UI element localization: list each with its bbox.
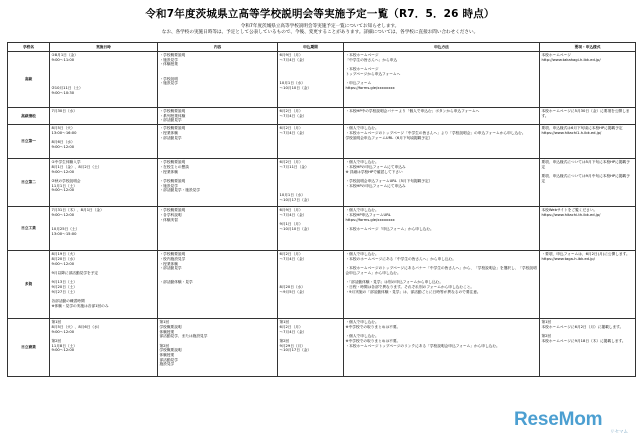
method-cell: ・本校ホームページ 「中学生の皆さんへ」から申込 ・本校ホームページ トップページから申込フォームへ ・申込フォーム https://forms.gle/xxxxxxxx [345,53,401,90]
watermark-brand: ReseMom [514,409,603,430]
forms-cell: 本校ホームページ http://www.takahagi-h.ibk.ed.jp/ [541,53,601,62]
forms-cell: ・要項、申込フォームは、6月2日(月)に公開します。 https://www.taga-h.ibk.ed.jp/ [541,252,630,261]
watermark-sub: リセマム [610,430,628,435]
content-cell: ・学校概要説明 ・系列授業体験 ・部活動見学 [159,109,186,123]
table-row [8,159,636,207]
header-period: 申込期間 [278,43,344,52]
period-cell: 6月9日（月） ～7月4日（金） 10月1日（水） ～10月10日（金） [279,53,312,90]
period-cell: 6月9日（月） ～7月4日（金） 9月1日（月） ～10月10日（金） [279,208,312,231]
method-cell: ・本校HP中の学校説明会バナーより「個人で申込む」ボタンから申込フォームへ [345,109,480,113]
dates-cell: ①中学生体験入学 8月1日（金）、8月2日（土） 9:00～12:00 ②秋の学校説明会 11月1日（土） 9:00～12:00 [51,160,102,193]
school-name: 高萩 [8,52,50,108]
dates-cell: ①8月1日（金） 9:00～11:00 ②10月11日（土） 9:00～10:30 [51,53,83,95]
table-row [8,108,636,125]
period-cell: 6月2日（月） ～7月4日（金） [279,126,307,135]
content-cell: ・学校概要説明 ・校内施設見学 ・授業体験 ・部活動見学 ・部活動体験・見学 [159,252,193,285]
dates-cell: 8月19日（火） 8月20日（水） 9:00～12:00 9月以降に部活動見学を予定 9月13日（土） 9月20日（土） 9月27日（土） 各部活動の練習時間 ※体験・見学の実施は各部1回のみ [51,252,109,308]
school-name: 日立工業 [8,207,50,251]
content-cell: ・学校概要説明 ・在校生との懇談 ・授業体験 ・学校概要説明 ・施設見学 ・部活動見学・施設見学 [159,160,201,193]
resemom-watermark [510,406,628,434]
header-content: 内容 [158,43,278,52]
period-cell: 6月2日（月） ～7月4日（金） [279,109,307,118]
school-name: 多賀 [8,251,50,319]
document-title: 令和7年度茨城県立高等学校説明会等実施予定一覧（R7．5．26 時点） [145,8,495,20]
dates-cell: 7月31日（木）、8月1日（金） 9:00～12:00 10月25日（土） 13:00～15:00 [51,208,104,236]
forms-cell: 第1回 本校ホームページに6月2日（月）に掲載します。 第2回 本校ホームページに9月18日（木）に掲載します。 [541,320,626,343]
school-name: 日立第一 [8,125,50,159]
period-cell: 第1回 6月2日（月） ～7月4日（金） 第2回 9月29日（月） ～10月17日（金） [279,320,312,353]
table-row [8,251,636,319]
method-cell: ・個人で申し込む。 ・本校のホームページにある「中学生の皆さんへ」から申し込む。 ・本校ホームページのトップページにあるバナー「中学生の皆さんへ」から、「学校説明会」を選択し、「学校説明会申込フォーム」から申し込む。 ・「部活動体験・見学」は別の申込フォームから申し込む。 ・日程・時間は各部で異なります。それぞれ別のフォームから申し込むこと。 ・9月実施の「部活動体験・見学」は、部活動ごとに日時等が異なるので要注意。 [345,252,537,294]
header-method: 申込方法 [344,43,540,52]
header-forms: 要項・申込様式 [540,43,636,52]
content-cell: 第1回 学校概要説明 体験授業 部活動見学、または施設見学 第2回 学校概要説明 体験授業 部活動見学 施設見学 [159,320,208,367]
forms-cell: 本校Webサイトをご覧ください。 https://www.hitachi-th.ibk.ed.jp/ [541,208,601,217]
content-cell: ・学校概要説明 ・施設見学 ・体験授業 ・学校説明 ・施設見学 [159,53,186,86]
header-row [8,43,636,52]
dates-cell: 7月30日（水） [51,109,77,113]
method-cell: ・個人で申し込む。 ・本校ホームページのトップページ「中学生の皆さんへ」より「学校説明会」の申込フォームから申し込む。 学校説明会申込フォームURL（6月下旬頃掲載予定） [345,126,526,140]
content-cell: ・学校概要説明 ・授業体験 ・部活動見学 [159,126,186,140]
method-cell: ・個人で申し込む。 ※中学校での取りまとめは不要。 ・個人で申し込む。 ※中学校での取りまとめは不要。 ・本校ホームページトップページのリンクにある「学校説明会申込フォーム」から申し込む。 [345,320,500,348]
dates-cell: 8月5日（火） 13:00～16:00 8月6日（水） 9:00～12:00 [51,126,77,149]
intro-line-2: なお、各学校の実施日時等は、予定として公表しているもので、今後、変更することがあります。詳細については、各学校に直接お問い合わせください。 [161,30,479,36]
document-intro [0,24,640,36]
schedule-table [7,42,636,377]
school-name: 日立第二 [8,159,50,207]
school-name: 高萩清松 [8,108,50,125]
period-cell: 6月2日（月） ～7月4日（金） 8月20日（水） ～9月5日（金） [279,252,307,294]
table-row [8,319,636,377]
forms-cell: 要項、申込様式は6月下旬頃に本校HPに掲載予定 https://www.hitachi1-h.ibk.ed.jp/ [541,126,623,135]
forms-cell: 本校ホームページに5月30日（金）に要項を公開します。 [541,109,630,118]
table-row [8,52,636,108]
period-cell: 6月2日（月） ～7月11日（金） 10月1日（水） ～10月17日（金） [279,160,312,202]
method-cell: ・個人で申し込む。 ・本校HPの申込フォームにて申込み ※ 詳細は学校HPで確認して下さい ・学校説明会申込フォームURL（5月下旬掲載予定） ・本校HPの申込フォームにて申込み [345,160,433,188]
content-cell: ・学校概要説明 ・各学科説明 ・体験実習 [159,208,186,222]
method-cell: ・個人で申し込む。 ・本校HP申込フォームURL https://forms.gle/xxxxxxxx ・本校ホームページ「申込フォーム」から申し込む。 [345,208,434,231]
school-name: 日立商業 [8,319,50,377]
table-row [8,125,636,159]
header-dates: 実施日時 [50,43,158,52]
intro-line-1: 令和7年度茨城県立高等学校説明会等実施予定一覧についてお知らせします。 [240,24,400,29]
dates-cell: 第1回 8月5日（火）、8月6日（水） 9:00～12:00 第2回 11月8日（土） 9:00～12:00 [51,320,102,353]
forms-cell: 要項、申込様式については5月下旬に本校HPに掲載予定 要項、申込様式については9月中旬に本校HPに掲載予定 [541,160,630,183]
header-school: 学校名 [8,43,50,52]
table-row [8,207,636,251]
